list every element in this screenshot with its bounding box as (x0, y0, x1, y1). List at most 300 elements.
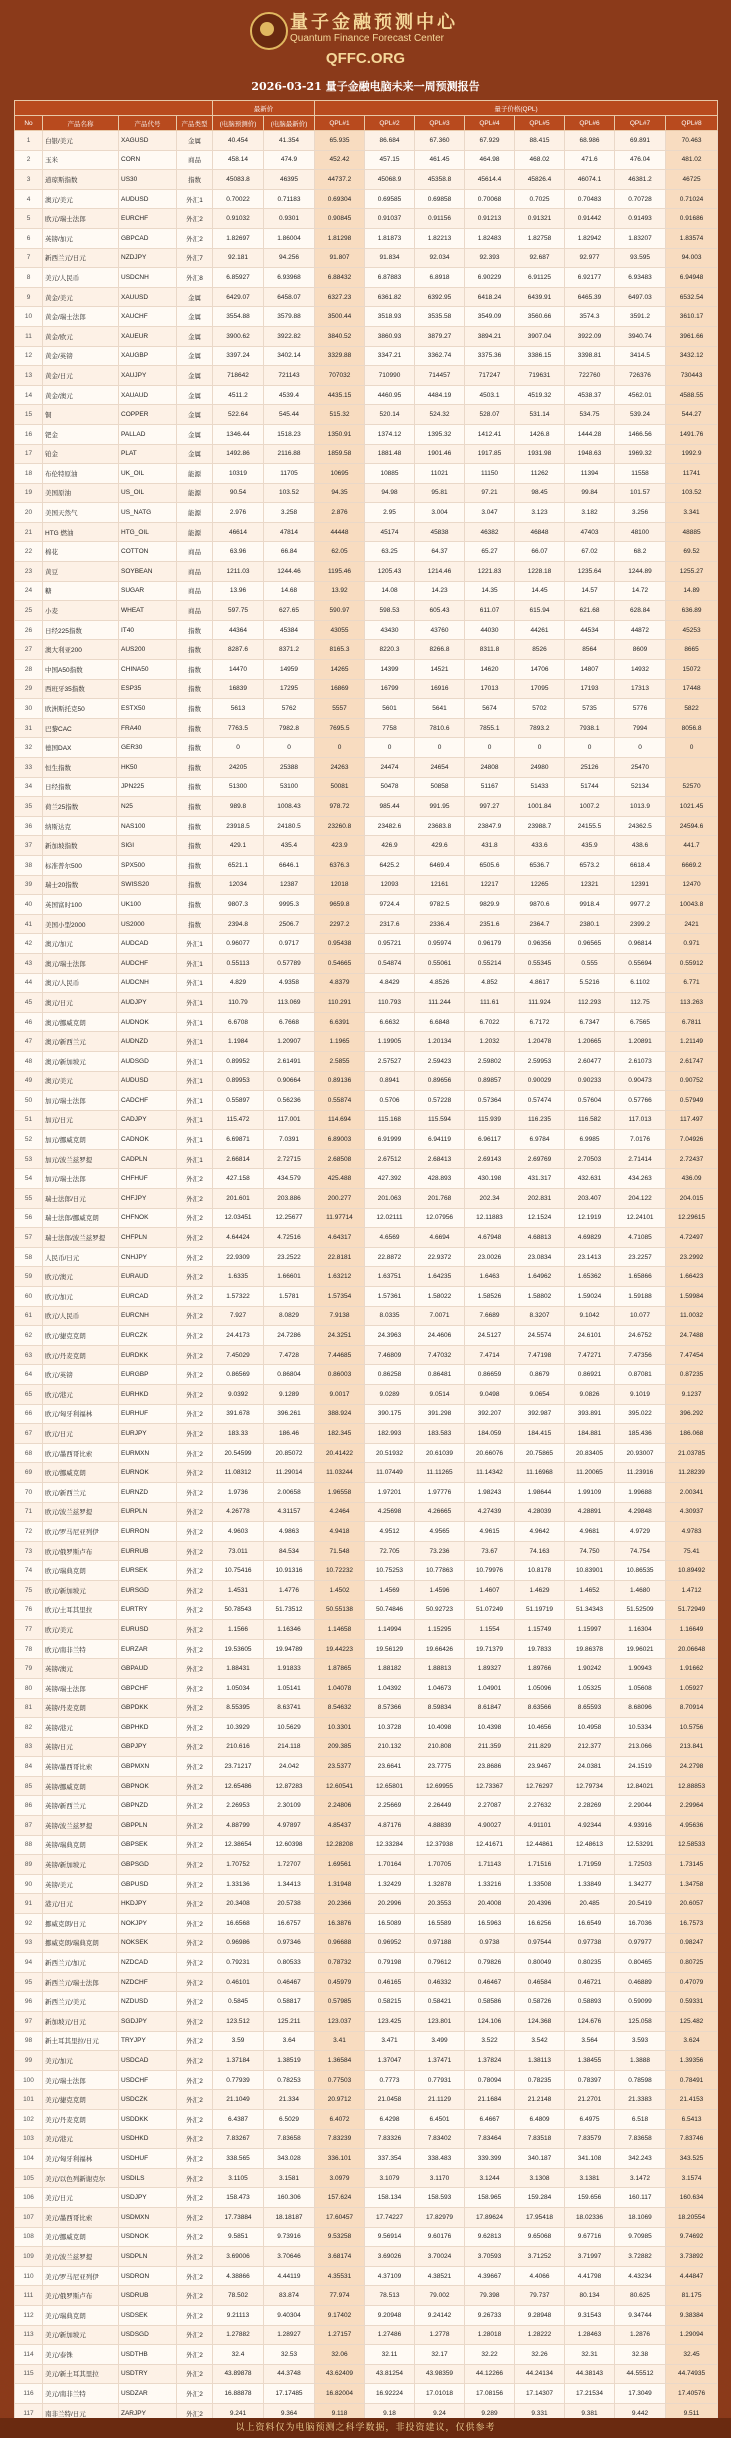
product-name: 英国富时100 (43, 895, 119, 915)
qpl-cell: 67.360 (415, 131, 465, 151)
qpl-cell: 6.4809 (515, 2109, 565, 2129)
column-header: QPL#4 (465, 116, 515, 131)
table-row (15, 1228, 718, 1248)
product-name: 欧元/捷克克朗 (43, 1326, 119, 1346)
qpl-cell: 43.62409 (315, 2364, 365, 2384)
qpl-cell: 0.87081 (615, 1365, 666, 1385)
qpl-cell: 1.4569 (365, 1580, 415, 1600)
qpl-cell: 92.034 (415, 248, 465, 268)
qpl-cell: 341.108 (565, 2149, 615, 2169)
row-number: 17 (15, 444, 43, 464)
qpl-cell: 2351.6 (465, 914, 515, 934)
qpl-cell: 0.57228 (415, 1091, 465, 1111)
qpl-cell: 0.96814 (615, 934, 666, 954)
qpl-cell: 9.118 (315, 2403, 365, 2423)
qpl-cell: 1.14658 (315, 1620, 365, 1640)
qpl-cell: 0.57985 (315, 1992, 365, 2012)
qpl-cell: 185.436 (615, 1424, 666, 1444)
qpl-cell: 21.0458 (365, 2090, 415, 2110)
qpl-cell: 115.168 (365, 1110, 415, 1130)
row-number: 72 (15, 1522, 43, 1542)
table-row (15, 346, 718, 366)
qpl-cell: 51744 (565, 777, 615, 797)
product-type: 外汇2 (177, 2129, 213, 2149)
qpl-cell: 3940.74 (615, 326, 666, 346)
qpl-cell: 20.75865 (515, 1443, 565, 1463)
qpl-cell: 17448 (666, 679, 718, 699)
qpl-cell: 52570 (666, 777, 718, 797)
qpl-cell: 7.44685 (315, 1345, 365, 1365)
qpl-cell: 0.57364 (465, 1091, 515, 1111)
product-code: XAUUSD (119, 287, 177, 307)
product-type: 金属 (177, 131, 213, 151)
qpl-cell: 9.0514 (415, 1385, 465, 1405)
qpl-cell: 1.27486 (365, 2325, 415, 2345)
qpl-cell: 4.69829 (565, 1228, 615, 1248)
qpl-cell: 0.86659 (465, 1365, 515, 1385)
qpl-cell: 2.59953 (515, 1051, 565, 1071)
table-row (15, 1757, 718, 1777)
qpl-cell: 12.33284 (365, 1835, 415, 1855)
table-row (15, 2149, 718, 2169)
qpl-cell: 112.293 (565, 993, 615, 1013)
qpl-cell: 7.0176 (615, 1130, 666, 1150)
qpl-cell: 125.058 (615, 2012, 666, 2032)
product-type: 外汇2 (177, 1953, 213, 1973)
product-type: 外汇2 (177, 2247, 213, 2267)
qpl-cell: 1.34758 (666, 1874, 718, 1894)
product-type: 外汇7 (177, 248, 213, 268)
price-cell: 7.4728 (264, 1345, 315, 1365)
table-row (15, 1992, 718, 2012)
price-cell: 17.17485 (264, 2384, 315, 2404)
price-cell: 4.26778 (213, 1502, 264, 1522)
table-row (15, 660, 718, 680)
qpl-cell: 1205.43 (365, 562, 415, 582)
price-cell: 12.38654 (213, 1835, 264, 1855)
qpl-cell: 4.9681 (565, 1522, 615, 1542)
column-header: (电脑最新价) (264, 116, 315, 131)
price-cell: 2.66814 (213, 1149, 264, 1169)
qpl-cell: 16.7573 (666, 1914, 718, 1934)
qpl-cell: 0.54665 (315, 953, 365, 973)
qpl-cell: 4.68813 (515, 1228, 565, 1248)
price-cell: 9.40304 (264, 2305, 315, 2325)
table-row (15, 836, 718, 856)
qpl-cell: 0.96688 (315, 1933, 365, 1953)
price-cell: 6.85927 (213, 268, 264, 288)
price-cell: 12.87283 (264, 1776, 315, 1796)
price-cell: 1.86004 (264, 228, 315, 248)
qpl-cell: 1.33216 (465, 1874, 515, 1894)
price-cell: 43.89878 (213, 2364, 264, 2384)
product-name: 加元/波兰兹罗提 (43, 1149, 119, 1169)
price-cell: 427.158 (213, 1169, 264, 1189)
column-header: 产品类型 (177, 116, 213, 131)
qpl-cell: 62.05 (315, 542, 365, 562)
row-number: 45 (15, 993, 43, 1013)
qpl-cell: 12265 (515, 875, 565, 895)
row-number: 24 (15, 581, 43, 601)
qpl-cell: 44.38143 (565, 2364, 615, 2384)
qpl-cell: 159.656 (565, 2188, 615, 2208)
product-type: 外汇2 (177, 2403, 213, 2423)
product-name: 美元/日元 (43, 2188, 119, 2208)
price-cell: 3.258 (264, 503, 315, 523)
product-type: 外汇2 (177, 1502, 213, 1522)
price-cell: 10.75416 (213, 1561, 264, 1581)
price-cell: 125.211 (264, 2012, 315, 2032)
qpl-cell: 182.345 (315, 1424, 365, 1444)
qpl-cell: 393.891 (565, 1404, 615, 1424)
row-number: 96 (15, 1992, 43, 2012)
qpl-cell: 5557 (315, 699, 365, 719)
qpl-cell: 3.1244 (465, 2168, 515, 2188)
price-cell: 16.6568 (213, 1914, 264, 1934)
product-code: EURGBP (119, 1365, 177, 1385)
product-code: SIGI (119, 836, 177, 856)
price-cell: 429.1 (213, 836, 264, 856)
product-type: 外汇2 (177, 1639, 213, 1659)
product-name: 新土耳其里拉/日元 (43, 2031, 119, 2051)
qpl-cell: 0.45979 (315, 1972, 365, 1992)
qpl-cell: 4.88839 (415, 1816, 465, 1836)
price-cell: 1346.44 (213, 424, 264, 444)
product-name: 欧元/俄罗斯卢布 (43, 1541, 119, 1561)
qpl-cell: 44872 (615, 620, 666, 640)
table-row (15, 2325, 718, 2345)
row-number: 26 (15, 620, 43, 640)
qpl-cell: 0 (515, 738, 565, 758)
qpl-cell: 17.21534 (565, 2384, 615, 2404)
qpl-cell: 6.4975 (565, 2109, 615, 2129)
qpl-cell: 6.6391 (315, 1012, 365, 1032)
qpl-cell: 7.04926 (666, 1130, 718, 1150)
qpl-cell: 117.497 (666, 1110, 718, 1130)
price-cell: 338.565 (213, 2149, 264, 2169)
qpl-cell: 1.05608 (615, 1678, 666, 1698)
row-number: 21 (15, 522, 43, 542)
qpl-cell: 0.80465 (615, 1953, 666, 1973)
product-name: 加元/瑞士法郎 (43, 1091, 119, 1111)
qpl-cell: 2.25669 (365, 1796, 415, 1816)
price-cell: 3.59 (213, 2031, 264, 2051)
table-row (15, 1678, 718, 1698)
price-cell: 7.0391 (264, 1130, 315, 1150)
product-name: 美元/泰铢 (43, 2345, 119, 2365)
product-code: EURDKK (119, 1345, 177, 1365)
qpl-cell: 23.1413 (565, 1247, 615, 1267)
qpl-cell: 1.64235 (415, 1267, 465, 1287)
qpl-cell: 2.59802 (465, 1051, 515, 1071)
product-code: EURCHF (119, 209, 177, 229)
qpl-cell: 99.84 (565, 483, 615, 503)
qpl-cell: 1.2876 (615, 2325, 666, 2345)
qpl-cell: 10.75253 (365, 1561, 415, 1581)
qpl-cell: 337.354 (365, 2149, 415, 2169)
qpl-cell: 20.4008 (465, 1894, 515, 1914)
product-type: 外汇2 (177, 2031, 213, 2051)
table-row (15, 1874, 718, 1894)
table-row (15, 2247, 718, 2267)
product-name: 美国小型2000 (43, 914, 119, 934)
table-row (15, 1580, 718, 1600)
qpl-cell: 0.90233 (565, 1071, 615, 1091)
product-type: 指数 (177, 660, 213, 680)
product-name: 小麦 (43, 601, 119, 621)
product-type: 外汇1 (177, 1012, 213, 1032)
qpl-cell: 0.90752 (666, 1071, 718, 1091)
price-cell: 83.874 (264, 2286, 315, 2306)
product-name: 英镑/挪威克朗 (43, 1776, 119, 1796)
qpl-cell: 0.95721 (365, 934, 415, 954)
qpl-cell: 19.44223 (315, 1639, 365, 1659)
row-number: 51 (15, 1110, 43, 1130)
qpl-cell: 7.83239 (315, 2129, 365, 2149)
qpl-cell: 1.27157 (315, 2325, 365, 2345)
table-row (15, 1404, 718, 1424)
qpl-cell: 3.499 (415, 2031, 465, 2051)
product-code: USDDKK (119, 2109, 177, 2129)
qpl-cell: 436.09 (666, 1169, 718, 1189)
qpl-cell: 14.23 (415, 581, 465, 601)
qpl-cell: 7.46809 (365, 1345, 415, 1365)
qpl-cell: 8.63566 (515, 1698, 565, 1718)
price-cell: 522.64 (213, 405, 264, 425)
qpl-cell: 9724.4 (365, 895, 415, 915)
product-type: 指数 (177, 758, 213, 778)
qpl-cell: 94.35 (315, 483, 365, 503)
qpl-cell: 396.292 (666, 1404, 718, 1424)
qpl-cell: 0.46721 (565, 1972, 615, 1992)
price-cell: 1.27882 (213, 2325, 264, 2345)
qpl-cell: 636.89 (666, 601, 718, 621)
qpl-cell: 1426.8 (515, 424, 565, 444)
product-type: 能源 (177, 483, 213, 503)
row-number: 87 (15, 1816, 43, 1836)
price-cell: 1.28927 (264, 2325, 315, 2345)
price-cell: 1518.23 (264, 424, 315, 444)
product-code: JPN225 (119, 777, 177, 797)
product-code: AUDSGD (119, 1051, 177, 1071)
qpl-cell: 24.3251 (315, 1326, 365, 1346)
qpl-cell: 1.1554 (465, 1620, 515, 1640)
qpl-cell: 717247 (465, 366, 515, 386)
product-type: 外汇2 (177, 209, 213, 229)
product-code: PLAT (119, 444, 177, 464)
qpl-cell: 23847.9 (465, 816, 515, 836)
product-name: 美元/匈牙利福林 (43, 2149, 119, 2169)
product-code: EURNOK (119, 1463, 177, 1483)
qpl-cell: 1.58526 (465, 1287, 515, 1307)
row-number: 28 (15, 660, 43, 680)
qpl-cell: 10695 (315, 464, 365, 484)
qpl-cell: 1931.98 (515, 444, 565, 464)
table-row (15, 895, 718, 915)
qpl-cell: 14399 (365, 660, 415, 680)
qpl-cell: 12.79734 (565, 1776, 615, 1796)
table-row (15, 1012, 718, 1032)
qpl-cell: 11.16968 (515, 1463, 565, 1483)
qpl-cell: 1.81298 (315, 228, 365, 248)
product-name: 巴黎CAC (43, 718, 119, 738)
qpl-cell: 4.93916 (615, 1816, 666, 1836)
product-type: 金属 (177, 307, 213, 327)
qpl-cell: 0.47079 (666, 1972, 718, 1992)
qpl-cell: 20.485 (565, 1894, 615, 1914)
price-cell: 2116.88 (264, 444, 315, 464)
product-code: GBPNOK (119, 1776, 177, 1796)
qpl-cell: 1.83574 (666, 228, 718, 248)
row-number: 63 (15, 1345, 43, 1365)
qpl-cell: 0.69858 (415, 189, 465, 209)
product-name: 欧洲斯托克50 (43, 699, 119, 719)
price-cell: 0 (264, 738, 315, 758)
qpl-cell: 1.31948 (315, 1874, 365, 1894)
price-cell: 2506.7 (264, 914, 315, 934)
qpl-cell: 0.46467 (465, 1972, 515, 1992)
product-name: 黄豆 (43, 562, 119, 582)
product-name: 纳斯达克 (43, 816, 119, 836)
qpl-cell: 4.39667 (465, 2266, 515, 2286)
qpl-cell: 0.58893 (565, 1992, 615, 2012)
qpl-cell: 3560.66 (515, 307, 565, 327)
product-code: AUDNOK (119, 1012, 177, 1032)
report-header (0, 0, 731, 96)
qpl-cell: 4588.55 (666, 385, 718, 405)
qpl-cell: 14265 (315, 660, 365, 680)
qpl-cell: 184.881 (565, 1424, 615, 1444)
column-header: QPL#6 (565, 116, 615, 131)
price-cell: 1.1566 (213, 1620, 264, 1640)
price-cell: 3554.88 (213, 307, 264, 327)
table-row (15, 2031, 718, 2051)
qpl-cell: 16.3876 (315, 1914, 365, 1934)
row-number: 15 (15, 405, 43, 425)
product-code: US30 (119, 170, 177, 190)
product-name: 新西兰元/日元 (43, 248, 119, 268)
product-code: AUS200 (119, 640, 177, 660)
product-type: 指数 (177, 640, 213, 660)
product-code: GBPSGD (119, 1855, 177, 1875)
price-cell: 1.16346 (264, 1620, 315, 1640)
product-type: 外汇2 (177, 2364, 213, 2384)
qpl-cell: 1.81873 (365, 228, 415, 248)
qpl-cell: 20.41422 (315, 1443, 365, 1463)
qpl-cell: 2364.7 (515, 914, 565, 934)
qpl-cell: 24155.5 (565, 816, 615, 836)
column-header: (电脑预测价) (213, 116, 264, 131)
table-row (15, 385, 718, 405)
qpl-cell: 25126 (565, 758, 615, 778)
product-code: USDHUF (119, 2149, 177, 2169)
qpl-cell: 1.4502 (315, 1580, 365, 1600)
qpl-cell: 94.98 (365, 483, 415, 503)
qpl-cell: 3432.12 (666, 346, 718, 366)
qpl-cell: 4.9418 (315, 1522, 365, 1542)
product-code: ZARJPY (119, 2403, 177, 2423)
row-number: 16 (15, 424, 43, 444)
qpl-cell: 17.74227 (365, 2207, 415, 2227)
qpl-cell: 9.67716 (565, 2227, 615, 2247)
qpl-cell: 7.6689 (465, 1306, 515, 1326)
product-code: XAUGBP (119, 346, 177, 366)
table-row (15, 1149, 718, 1169)
qpl-cell: 9.31543 (565, 2305, 615, 2325)
qpl-cell: 6392.95 (415, 287, 465, 307)
product-name: 美元/瑞士法郎 (43, 2070, 119, 2090)
row-number: 37 (15, 836, 43, 856)
product-type: 外汇2 (177, 1189, 213, 1209)
qpl-cell: 4.37109 (365, 2266, 415, 2286)
price-cell: 1.34413 (264, 1874, 315, 1894)
qpl-cell: 12.28208 (315, 1835, 365, 1855)
qpl-cell: 11.11265 (415, 1463, 465, 1483)
product-type: 商品 (177, 601, 213, 621)
qpl-cell: 1.28222 (515, 2325, 565, 2345)
product-type: 外汇2 (177, 2012, 213, 2032)
qpl-cell: 24.1519 (615, 1757, 666, 1777)
price-cell: 16839 (213, 679, 264, 699)
qpl-cell: 209.385 (315, 1737, 365, 1757)
table-row (15, 1620, 718, 1640)
price-cell: 45083.8 (213, 170, 264, 190)
qpl-cell: 1.20891 (615, 1032, 666, 1052)
price-cell: 1008.43 (264, 797, 315, 817)
qpl-cell: 0.46165 (365, 1972, 415, 1992)
product-type: 指数 (177, 699, 213, 719)
qpl-cell: 21.2701 (565, 2090, 615, 2110)
row-number: 47 (15, 1032, 43, 1052)
product-code: HKDJPY (119, 1894, 177, 1914)
qpl-cell: 425.488 (315, 1169, 365, 1189)
price-cell: 1.82697 (213, 228, 264, 248)
qpl-cell: 115.939 (465, 1110, 515, 1130)
price-cell: 7982.8 (264, 718, 315, 738)
price-cell: 51300 (213, 777, 264, 797)
qpl-cell: 1.36584 (315, 2051, 365, 2071)
qpl-cell: 3610.17 (666, 307, 718, 327)
qpl-cell: 0 (615, 738, 666, 758)
group-header-last-price: 最新价 (213, 101, 315, 116)
product-type: 指数 (177, 816, 213, 836)
price-cell: 160.306 (264, 2188, 315, 2208)
qpl-cell: 0.91442 (565, 209, 615, 229)
product-name: 澳元/美元 (43, 189, 119, 209)
qpl-cell: 392.207 (465, 1404, 515, 1424)
product-type: 商品 (177, 562, 213, 582)
qpl-cell: 7.83326 (365, 2129, 415, 2149)
row-number: 23 (15, 562, 43, 582)
qpl-cell: 2.57527 (365, 1051, 415, 1071)
qpl-cell: 9.289 (465, 2403, 515, 2423)
product-name: 美元/挪威克朗 (43, 2227, 119, 2247)
qpl-cell: 3375.36 (465, 346, 515, 366)
qpl-cell (666, 758, 718, 778)
qpl-cell: 12093 (365, 875, 415, 895)
qpl-cell: 69.891 (615, 131, 666, 151)
price-cell: 0.46101 (213, 1972, 264, 1992)
table-row (15, 601, 718, 621)
qpl-cell: 32.38 (615, 2345, 666, 2365)
qpl-cell: 1.83207 (615, 228, 666, 248)
product-code: EURSEK (119, 1561, 177, 1581)
product-code: CADPLN (119, 1149, 177, 1169)
table-row (15, 1208, 718, 1228)
price-cell: 214.118 (264, 1737, 315, 1757)
product-code: CADJPY (119, 1110, 177, 1130)
qpl-cell: 1.82483 (465, 228, 515, 248)
